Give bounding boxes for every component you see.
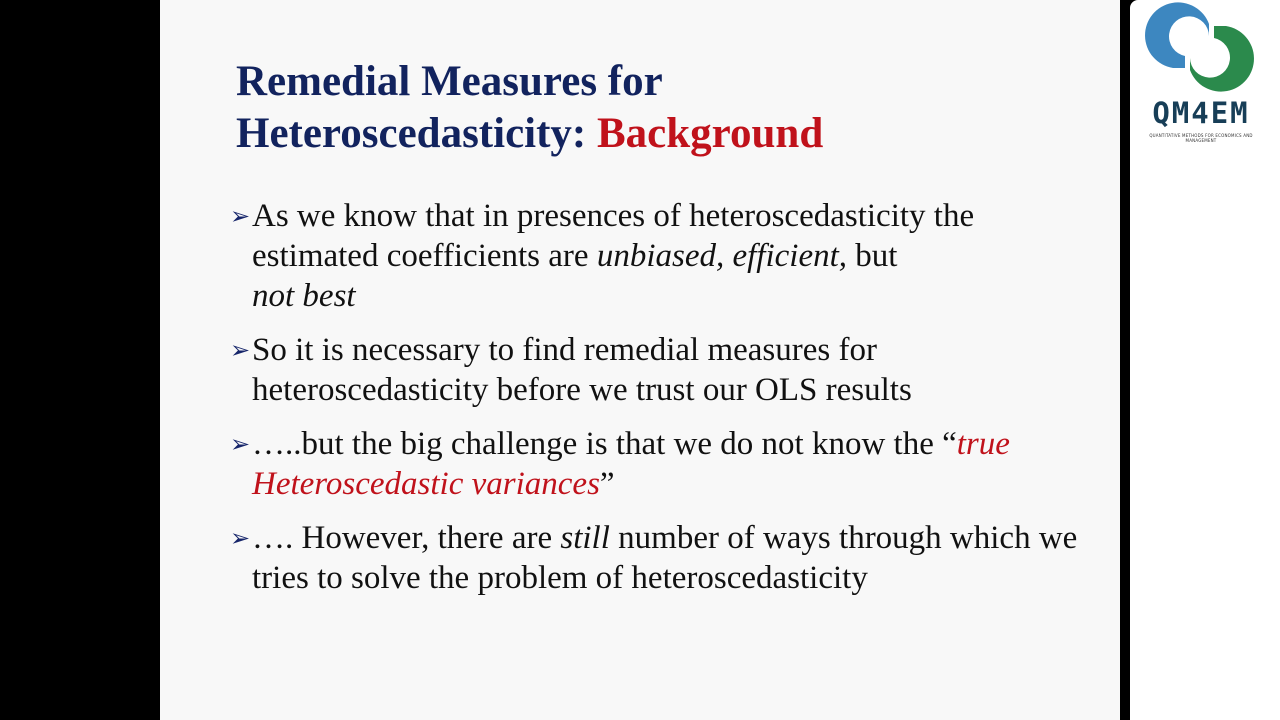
bullet-item (230, 330, 1090, 410)
bullet-emphasis: still (560, 520, 610, 556)
bullet-list (230, 196, 1090, 612)
bullet-emphasis: not best (252, 278, 356, 314)
bullet-text: So it is necessary to find remedial measures for heteroscedasticity before we trust our OLS results (252, 332, 912, 408)
bullet-text: As we know that in presences of heteroscedasticity the estimated coefficients are (252, 198, 975, 274)
arrow-bullet-icon: ➢ (230, 202, 251, 230)
title-line-1: Remedial Measures for (236, 58, 663, 105)
arrow-bullet-icon: ➢ (230, 336, 251, 364)
bullet-item (230, 518, 1090, 598)
bullet-emphasis-red: true Heteroscedastic variances (252, 426, 1010, 502)
logo-panel (1130, 0, 1280, 720)
bullet-item (230, 196, 1090, 316)
bullet-text: …. However, there are (252, 520, 561, 556)
bullet-emphasis: unbiased, efficient, (596, 238, 848, 274)
bullet-text: ” (599, 466, 615, 502)
qm4em-logo-icon (1130, 0, 1280, 96)
bullet-text: …..but the big challenge is that we do not know the “ (252, 426, 957, 462)
slide-title (236, 56, 1096, 160)
logo-subtitle: QUANTITATIVE METHODS FOR ECONOMICS AND MANAGEMENT (1149, 133, 1253, 143)
title-accent: Background (597, 110, 824, 157)
slide (160, 0, 1120, 720)
bullet-text: number of ways through which we tries to solve the problem of heteroscedasticity (252, 520, 1078, 596)
arrow-bullet-icon: ➢ (230, 430, 251, 458)
logo-wordmark: QM4EM (1152, 96, 1250, 130)
bullet-text: but (847, 238, 898, 274)
title-line-2: Heteroscedasticity: (236, 110, 587, 157)
arrow-bullet-icon: ➢ (230, 524, 251, 552)
bullet-item (230, 424, 1090, 504)
